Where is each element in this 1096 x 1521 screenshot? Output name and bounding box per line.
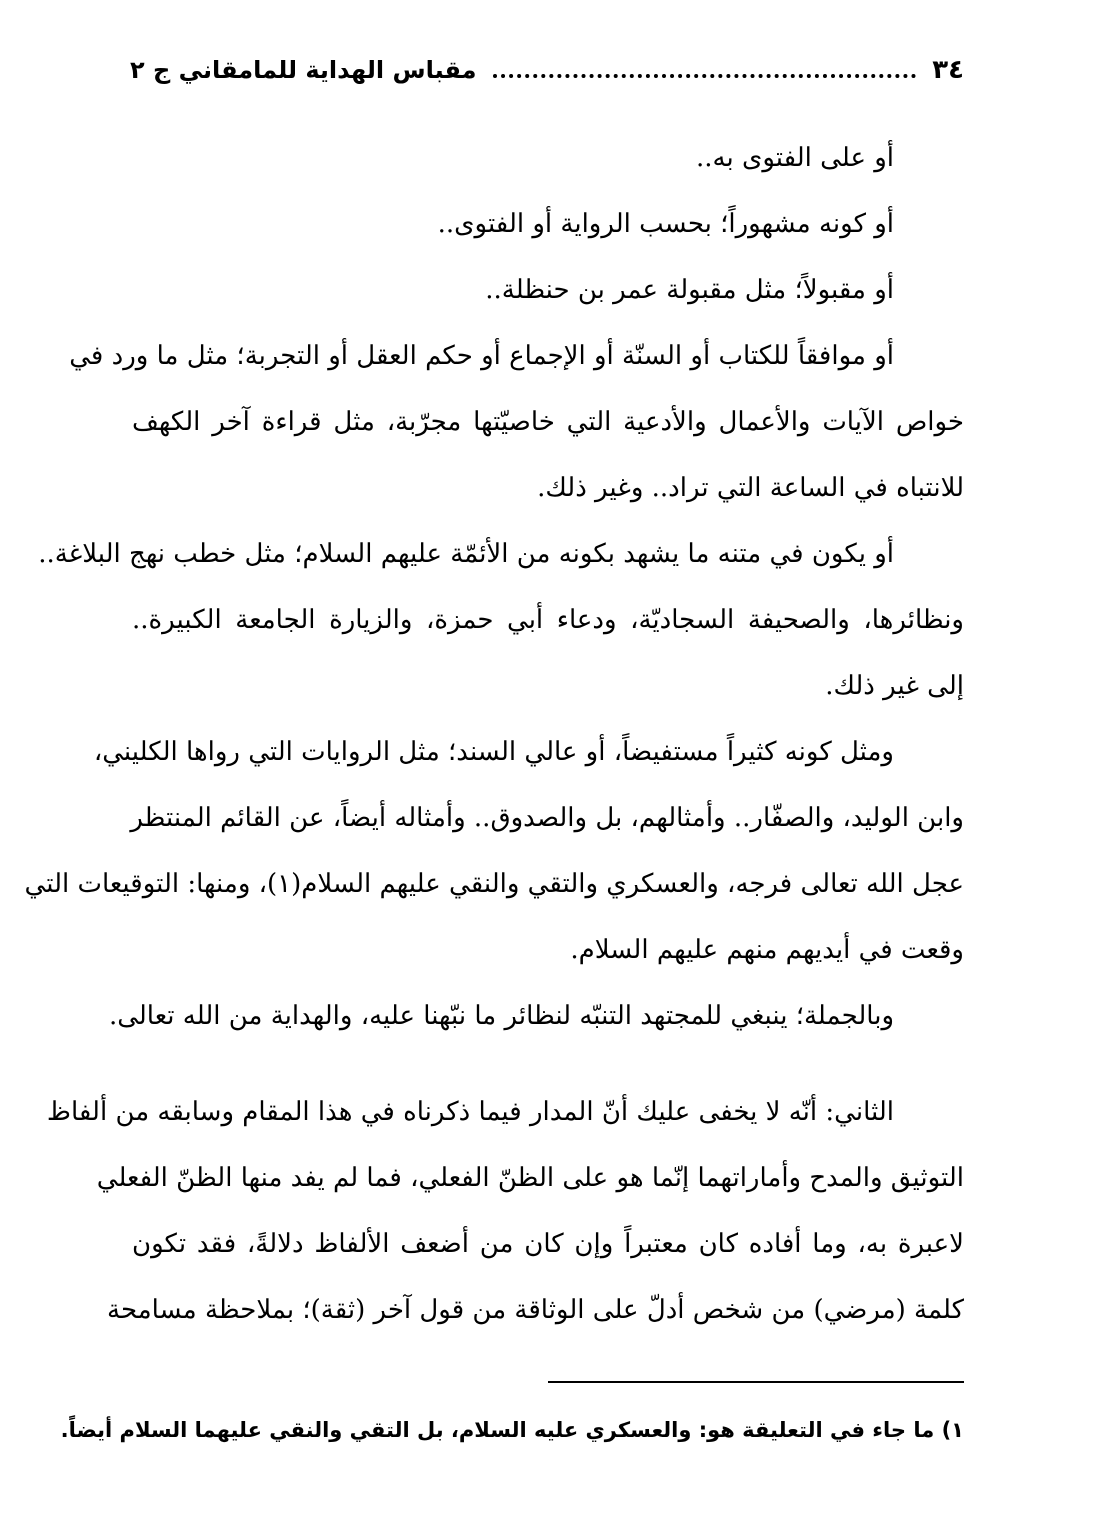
- page-header: [130, 50, 964, 90]
- text-line: ومثل كونه كثيراً مستفيضاً، أو عالي السند؛ مثل الروايات التي رواها الكليني،: [93, 737, 894, 767]
- text-line: أو مقبولاً؛ مثل مقبولة عمر بن حنظلة..: [485, 275, 894, 305]
- text-line: كلمة (مرضي) من شخص أدلّ على الوثاقة من قول آخر (ثقة)؛ بملاحظة مسامحة: [107, 1295, 964, 1325]
- text-line: ونظائرها، والصحيفة السجاديّة، ودعاء أبي حمزة، والزيارة الجامعة الكبيرة..: [132, 605, 964, 635]
- text-line: عجل الله تعالى فرجه، والعسكري والتقي والنقي عليهم السلام(١)، ومنها: التوقيعات التي: [24, 869, 964, 899]
- text-line: أو كونه مشهوراً؛ بحسب الرواية أو الفتوى..: [437, 209, 894, 239]
- text-line: وقعت في أيديهم منهم عليهم السلام.: [570, 935, 964, 965]
- text-line: أو يكون في متنه ما يشهد بكونه من الأئمّة عليهم السلام؛ مثل خطب نهج البلاغة..: [38, 539, 894, 569]
- text-line: لاعبرة به، وما أفاده كان معتبراً وإن كان من أضعف الألفاظ دلالةً، فقد تكون: [132, 1229, 964, 1259]
- running-title: مقباس الهداية للمامقاني ج ٢: [130, 56, 477, 84]
- text-line: خواص الآيات والأعمال والأدعية التي خاصيّتها مجرّبة، مثل قراءة آخر الكهف: [132, 407, 965, 437]
- page-number: ٣٤: [932, 55, 964, 85]
- text-line: التوثيق والمدح وأماراتهما إنّما هو على الظنّ الفعلي، فما لم يفد منها الظنّ الفعلي: [96, 1163, 964, 1193]
- text-line: الثاني: أنّه لا يخفى عليك أنّ المدار فيما ذكرناه في هذا المقام وسابقه من ألفاظ: [46, 1097, 894, 1127]
- paragraph-gap: [132, 1049, 964, 1079]
- header-dot-leader: [493, 74, 917, 78]
- footnote-separator: [548, 1381, 964, 1383]
- text-line: وابن الوليد، والصفّار.. وأمثالهم، بل والصدوق.. وأمثاله أيضاً، عن القائم المنتظر: [130, 803, 964, 833]
- text-line: أو على الفتوى به..: [696, 143, 894, 173]
- text-line: وبالجملة؛ ينبغي للمجتهد التنبّه لنظائر ما نبّهنا عليه، والهداية من الله تعالى.: [108, 1001, 894, 1031]
- main-text: [24, 125, 965, 1343]
- text-line: أو موافقاً للكتاب أو السنّة أو الإجماع أو حكم العقل أو التجربة؛ مثل ما ورد في: [69, 341, 894, 371]
- text-line: إلى غير ذلك.: [825, 671, 964, 701]
- text-line: للانتباه في الساعة التي تراد.. وغير ذلك.: [537, 473, 964, 503]
- footnote: ١) ما جاء في التعليقة هو: والعسكري عليه السلام، بل التقي والنقي عليهما السلام أيضاً.: [60, 1418, 964, 1442]
